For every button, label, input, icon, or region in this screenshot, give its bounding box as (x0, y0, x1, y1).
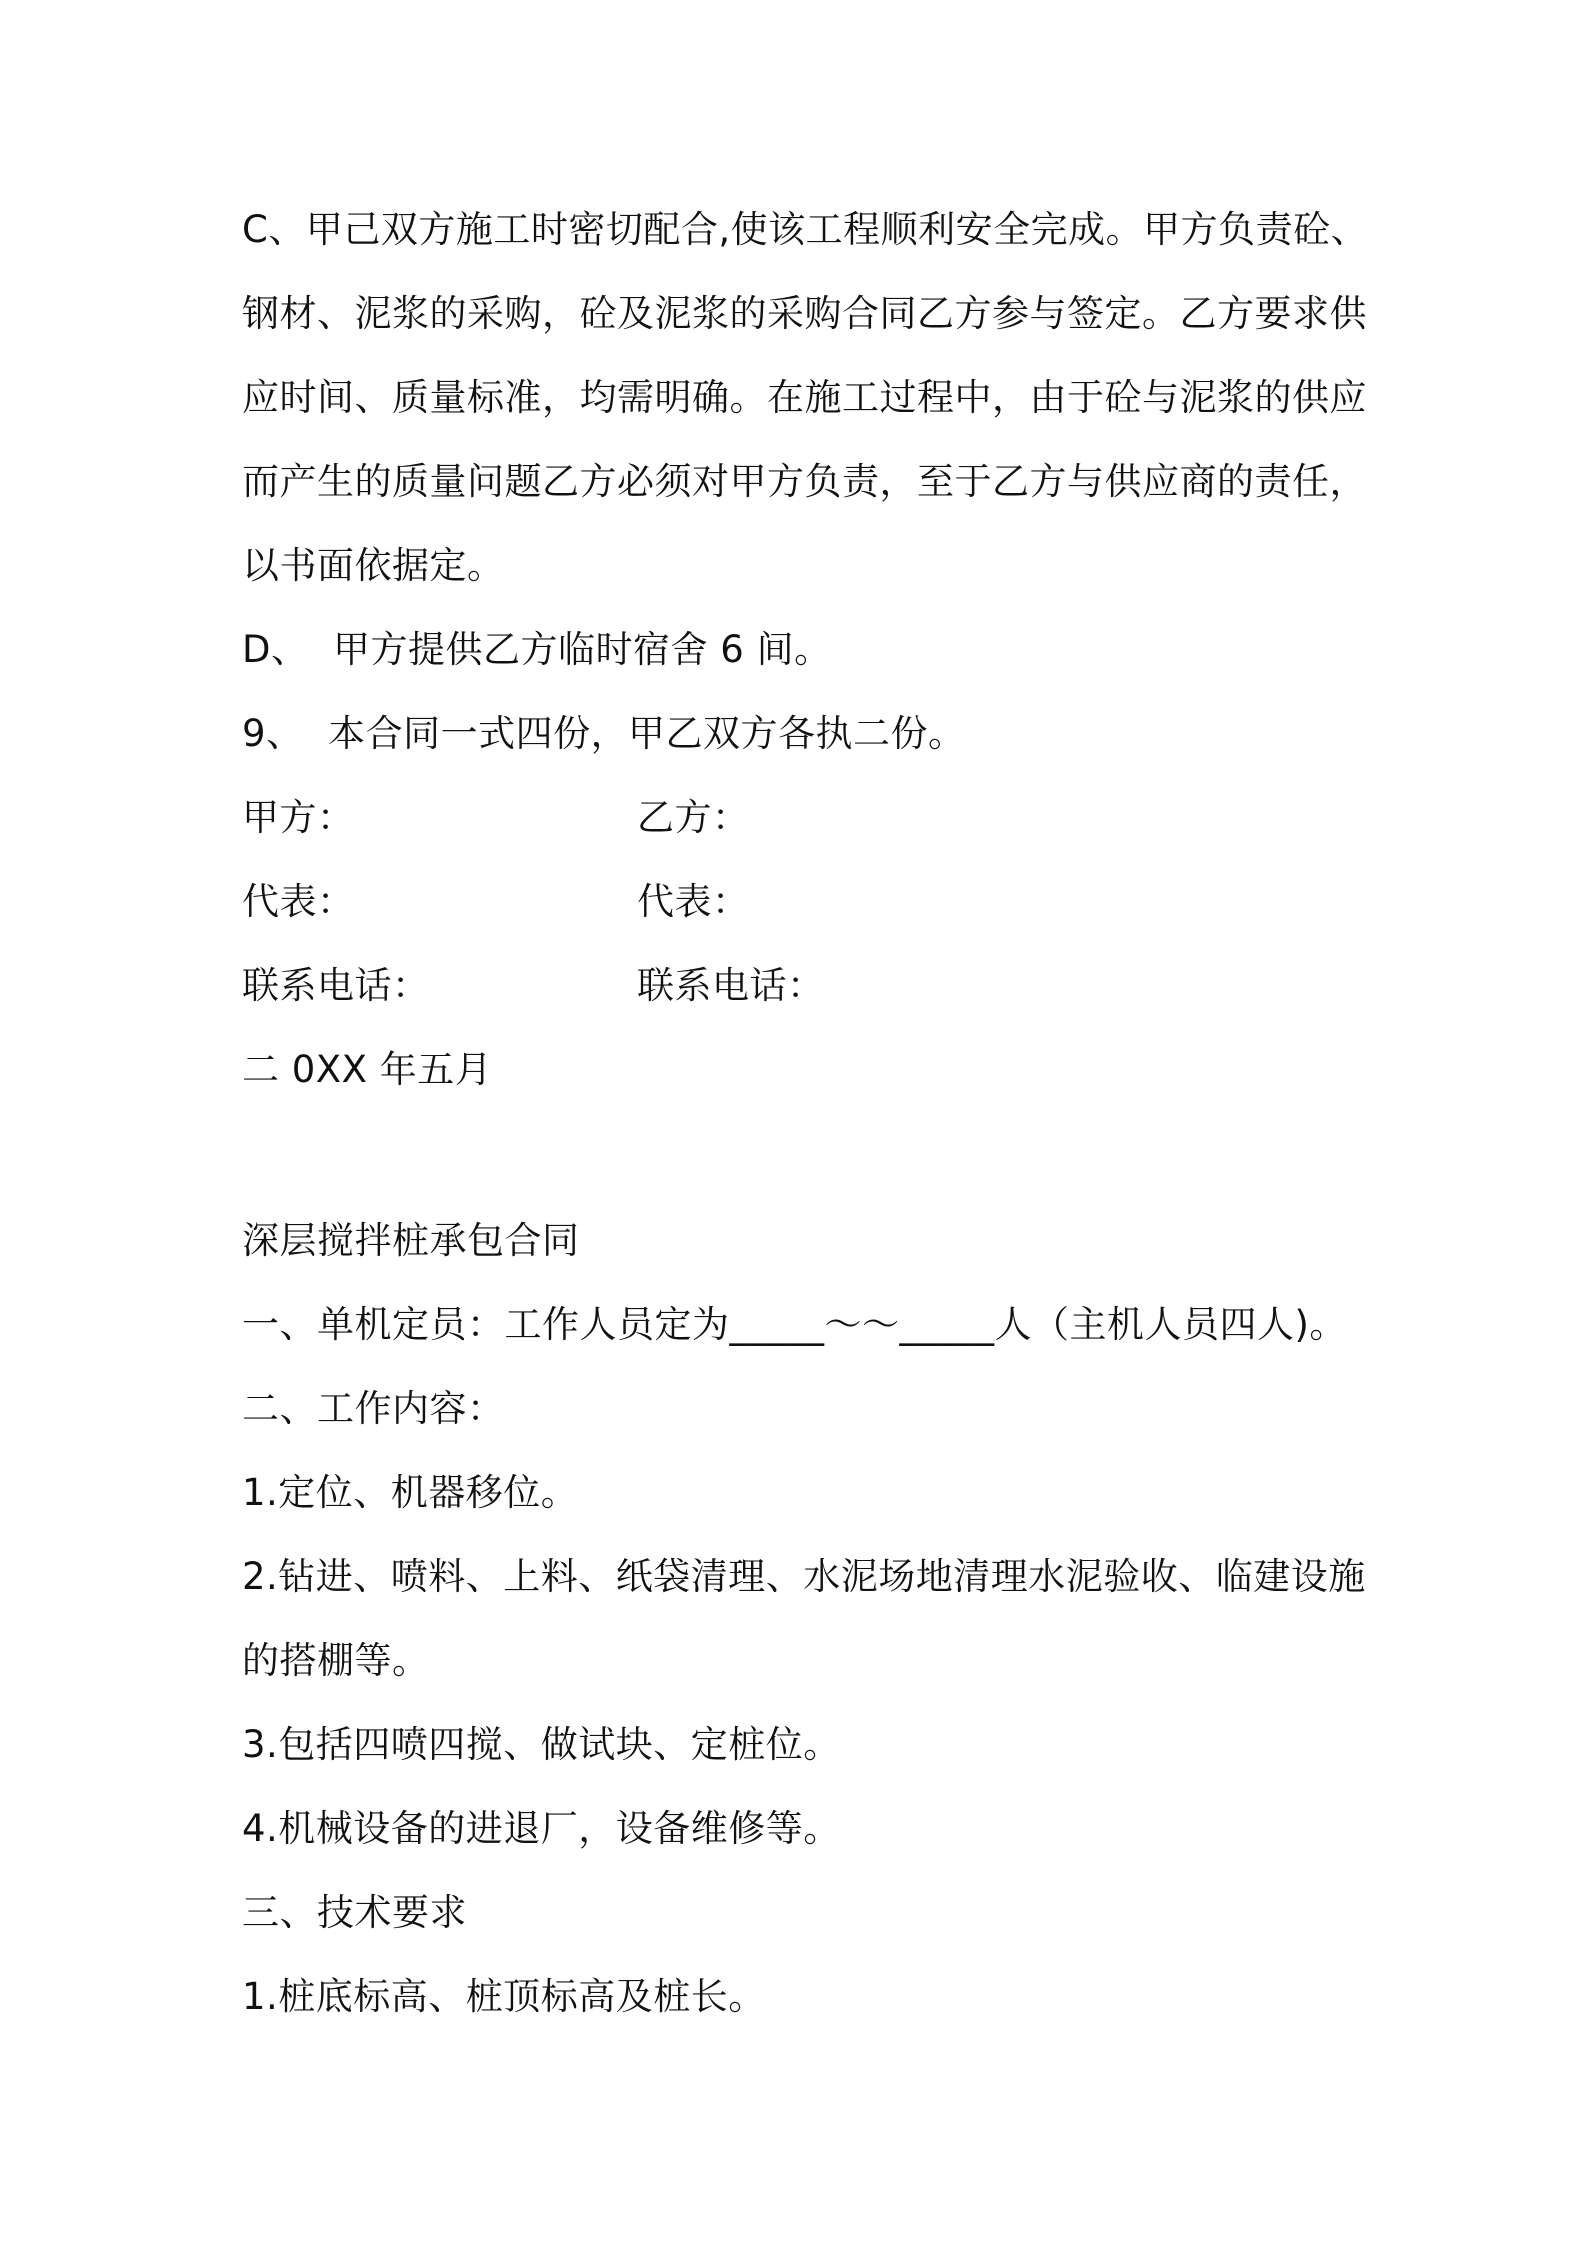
item-2-heading: 二、工作内容： (242, 1387, 505, 1430)
party-a-label: 甲方： (242, 796, 355, 839)
work-item-4: 4.机械设备的进退厂，设备维修等。 (242, 1807, 841, 1850)
phone-a-label: 联系电话： (242, 964, 430, 1007)
clause-9: 9、 本合同一式四份，甲乙双方各执二份。 (242, 712, 966, 755)
tech-item-1: 1.桩底标高、桩顶标高及桩长。 (242, 1975, 766, 2018)
work-item-2-line-2: 的搭棚等。 (242, 1639, 430, 1682)
clause-c-line-4: 而产生的质量问题乙方必须对甲方负责，至于乙方与供应商的责任， (242, 460, 1367, 503)
contract-title: 深层搅拌桩承包合同 (242, 1219, 580, 1262)
item-3-heading: 三、技术要求 (242, 1891, 467, 1934)
contract-terms-section (242, 188, 1369, 1112)
clause-c-line-1: C、甲己双方施工时密切配合,使该工程顺利安全完成。甲方负责砼、 (242, 208, 1369, 251)
phone-b-label: 联系电话： (637, 964, 825, 1007)
party-b-label: 乙方： (637, 796, 750, 839)
work-item-3: 3.包括四喷四搅、做试块、定桩位。 (242, 1723, 841, 1766)
signature-phone-row (242, 944, 1360, 1028)
work-item-2-line-1: 2.钻进、喷料、上料、纸袋清理、水泥场地清理水泥验收、临建设施 (242, 1555, 1366, 1598)
pile-contract-section (242, 1199, 1366, 2039)
rep-a-label: 代表： (242, 880, 355, 923)
signature-party-row (242, 776, 1360, 860)
signature-rep-row (242, 860, 1360, 944)
rep-b-label: 代表： (637, 880, 750, 923)
work-item-1: 1.定位、机器移位。 (242, 1471, 579, 1514)
contract-date: 二 0XX 年五月 (242, 1048, 493, 1091)
clause-c-line-5: 以书面依据定。 (242, 544, 505, 587)
clause-d: D、 甲方提供乙方临时宿舍 6 间。 (242, 628, 832, 671)
clause-c-line-2: 钢材、泥浆的采购，砼及泥浆的采购合同乙方参与签定。乙方要求供 (242, 292, 1367, 335)
clause-c-line-3: 应时间、质量标准，均需明确。在施工过程中，由于砼与泥浆的供应 (242, 376, 1367, 419)
item-1-staffing: 一、单机定员：工作人员定为_____～～_____人（主机人员四人)。 (242, 1303, 1347, 1346)
